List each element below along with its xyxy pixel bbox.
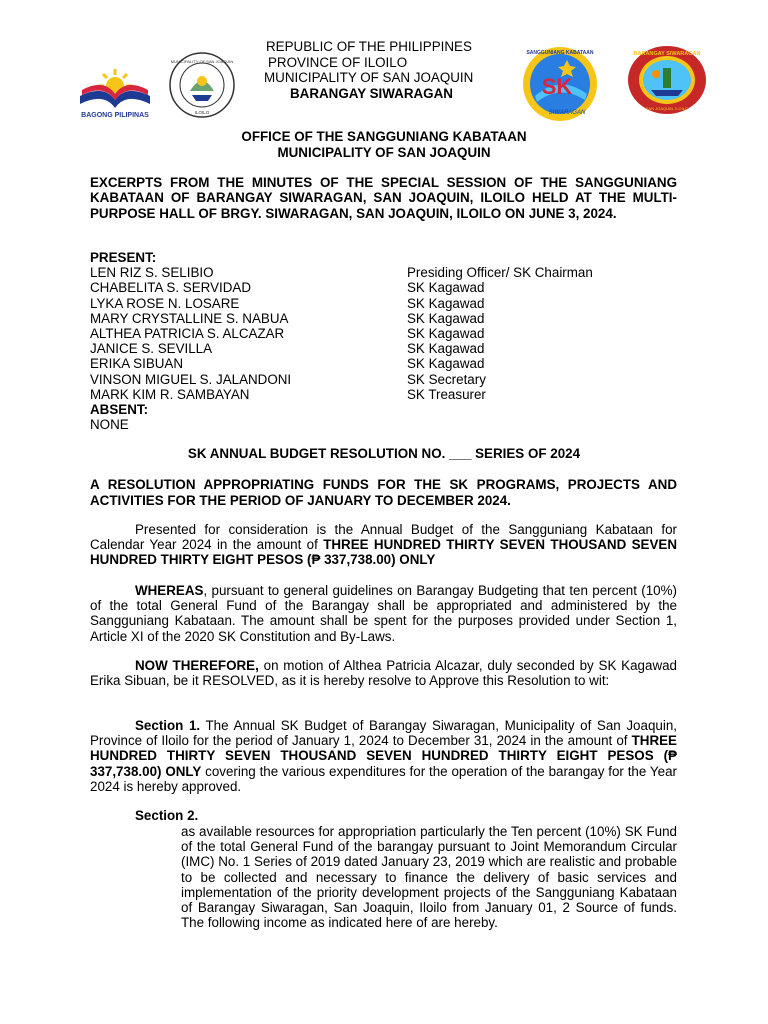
member-row <box>90 372 690 387</box>
member-position: SK Secretary <box>407 371 486 387</box>
member-position: SK Kagawad <box>407 325 485 341</box>
member-position: SK Kagawad <box>407 280 485 296</box>
member-list <box>90 265 690 402</box>
member-row <box>90 326 690 341</box>
municipality-seal <box>166 51 238 119</box>
p2-whereas: WHEREAS <box>135 583 204 598</box>
excerpt-heading: EXCERPTS FROM THE MINUTES OF THE SPECIAL SESSION OF THE SANGGUNIANG KABATAAN OF BARANGAY SIWARAGAN, SAN JOAQUIN, ILOILO HELD AT THE MULTI-PURPOSE HALL OF BRGY. SIWARAGAN, SAN JOAQUIN, ILOILO ON JUNE 3, 2024. <box>90 175 677 221</box>
paragraph-presented <box>90 522 677 568</box>
resolution-title: A RESOLUTION APPROPRIATING FUNDS FOR THE SK PROGRAMS, PROJECTS AND ACTIVITIES FOR THE PERIOD OF JANUARY TO DECEMBER 2024. <box>90 477 677 508</box>
member-position: SK Kagawad <box>407 356 485 372</box>
member-row <box>90 265 690 280</box>
sk-logo <box>517 44 603 124</box>
municipality-seal-bottom: ILOILO <box>194 110 210 115</box>
section-1-text-a: The Annual SK Budget of Barangay Siwaragan, Municipality of San Joaquin, Province of Iloilo for the period of January 1, 2024 to December 31, 2024 in the amount of <box>90 718 677 749</box>
office-line-2: MUNICIPALITY OF SAN JOAQUIN <box>277 144 491 160</box>
header-municipality: MUNICIPALITY OF SAN JOAQUIN <box>264 70 474 85</box>
section-2-label: Section 2. <box>135 808 199 823</box>
attendance-section <box>90 250 690 432</box>
header-barangay: BARANGAY SIWARAGAN <box>290 85 453 101</box>
member-name: ALTHEA PATRICIA S. ALCAZAR <box>90 325 285 341</box>
member-row <box>90 341 690 356</box>
absent-value: NONE <box>90 417 129 433</box>
p2-text: , pursuant to general guidelines on Barangay Budgeting that ten percent (10%) of the total General Fund of the Barangay shall be appropriated and administered by the Sangguniang Kabataan. The amount shall be spent for the purposes provided under Section 1, Article XI of the 2020 SK Constitution and By-Laws. <box>90 583 677 644</box>
document-header <box>258 39 508 101</box>
resolution-number: SK ANNUAL BUDGET RESOLUTION NO. ___ SERIES OF 2024 <box>187 446 581 461</box>
sk-logo-mark: SK <box>541 74 573 99</box>
member-name: JANICE S. SEVILLA <box>90 341 213 357</box>
member-position: SK Kagawad <box>407 341 485 357</box>
barangay-seal-bottom: SAN JOAQUIN, ILOILO <box>645 106 689 111</box>
member-row <box>90 296 690 311</box>
p1-amount: THREE HUNDRED THIRTY SEVEN THOUSAND SEVEN HUNDRED THIRTY EIGHT PESOS (₱ 337,738.00) ONLY <box>90 537 677 568</box>
absent-label: ABSENT: <box>90 401 149 417</box>
p3-text: on motion of Althea Patricia Alcazar, duly seconded by SK Kagawad Erika Sibuan, be it RESOLVED, as it is hereby resolve to Approve this Resolution to wit: <box>90 658 678 689</box>
office-title <box>0 129 768 160</box>
member-name: CHABELITA S. SERVIDAD <box>90 280 251 296</box>
member-name: VINSON MIGUEL S. JALANDONI <box>90 371 292 387</box>
bagong-pilipinas-text: BAGONG PILIPINAS <box>81 112 149 119</box>
member-name: MARK KIM R. SAMBAYAN <box>90 386 250 402</box>
header-republic: REPUBLIC OF THE PHILIPPINES <box>266 39 472 54</box>
paragraph-now-therefore <box>90 658 677 688</box>
present-label: PRESENT: <box>90 250 157 265</box>
bagong-pilipinas-logo <box>74 56 156 120</box>
section-1 <box>90 718 677 794</box>
member-position: SK Kagawad <box>407 310 485 326</box>
member-name: ERIKA SIBUAN <box>90 356 184 372</box>
member-name: LEN RIZ S. SELIBIO <box>90 265 214 281</box>
barangay-seal <box>626 44 708 116</box>
barangay-seal-text: BARANGAY SIWARAGAN <box>633 51 701 57</box>
member-position: SK Treasurer <box>407 386 486 402</box>
section-1-text-b: covering the various expenditures for the operation of the barangay for the Year 2024 is hereby approved. <box>90 763 677 794</box>
p3-now-therefore: NOW THEREFORE, <box>135 658 259 673</box>
member-name: MARY CRYSTALLINE S. NABUA <box>90 310 289 326</box>
sk-logo-bottom: SIWARAGAN <box>548 110 586 116</box>
member-row <box>90 280 690 295</box>
member-row <box>90 387 690 402</box>
office-line-1: OFFICE OF THE SANGGUNIANG KABATAAN <box>241 129 527 144</box>
section-2-text: as available resources for appropriation particularly the Ten percent (10%) SK Fund of the total General Fund of the barangay pursuant to Joint Memorandum Circular (IMC) No. 1 Series of 2019 dated January 23, 2019 which are realistic and probable to be collected and necessary to finance the delivery of basic services and implementation of the priority development projects of the Sangguniang Kabataan of Barangay Siwaragan, San Joaquin, Iloilo from January 01, 2 Source of funds. The following income as indicated here of are hereby. <box>181 824 677 931</box>
header-province: PROVINCE OF ILOILO <box>268 54 408 70</box>
member-row <box>90 356 690 371</box>
section-1-label: Section 1. <box>135 718 201 733</box>
paragraph-whereas <box>90 583 677 644</box>
member-position: SK Kagawad <box>407 295 485 311</box>
municipality-seal-text: MUNICIPALITY OF SAN JOAQUIN <box>170 59 234 64</box>
section-1-amount: THREE HUNDRED THIRTY SEVEN THOUSAND SEVEN HUNDRED THIRTY EIGHT PESOS (₱ 337,738.00) ONLY <box>90 733 677 779</box>
p1-text: Presented for consideration is the Annual Budget of the Sangguniang Kabataan for Calendar Year 2024 in the amount of <box>90 522 677 553</box>
member-row <box>90 311 690 326</box>
sk-logo-text: SANGGUNIANG KABATAAN <box>526 50 594 56</box>
member-name: LYKA ROSE N. LOSARE <box>90 295 240 311</box>
member-position: Presiding Officer/ SK Chairman <box>407 265 593 281</box>
